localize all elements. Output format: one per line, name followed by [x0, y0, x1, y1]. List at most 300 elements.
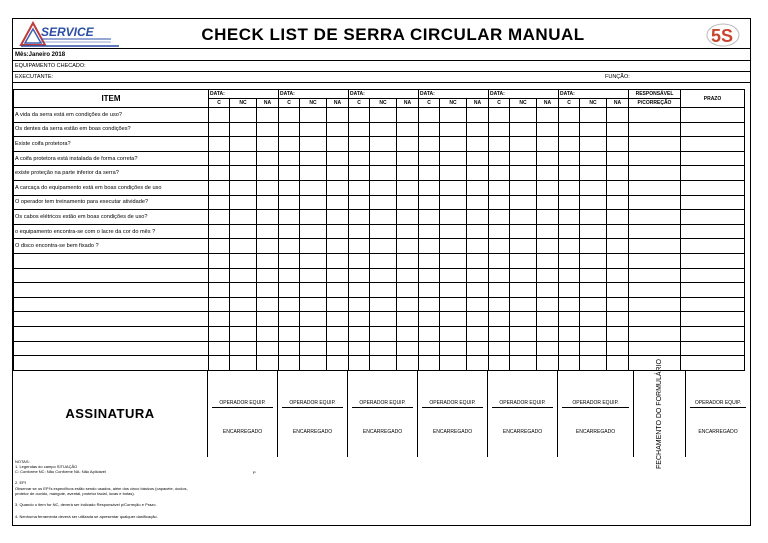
- check-cell[interactable]: [209, 151, 230, 166]
- check-cell[interactable]: [489, 312, 510, 327]
- check-cell[interactable]: [300, 268, 327, 283]
- check-cell[interactable]: [300, 180, 327, 195]
- operador-final-cell[interactable]: [686, 371, 750, 457]
- prazo-cell[interactable]: [681, 239, 745, 254]
- check-cell[interactable]: [279, 137, 300, 152]
- prazo-cell[interactable]: [681, 195, 745, 210]
- check-cell[interactable]: [349, 239, 370, 254]
- check-cell[interactable]: [467, 151, 489, 166]
- check-cell[interactable]: [537, 108, 559, 123]
- check-cell[interactable]: [580, 297, 607, 312]
- check-cell[interactable]: [230, 180, 257, 195]
- check-cell[interactable]: [257, 297, 279, 312]
- check-cell[interactable]: [257, 108, 279, 123]
- check-cell[interactable]: [230, 239, 257, 254]
- check-cell[interactable]: [467, 268, 489, 283]
- check-cell[interactable]: [467, 108, 489, 123]
- check-cell[interactable]: [559, 356, 580, 371]
- check-cell[interactable]: [440, 253, 467, 268]
- equipamento-row[interactable]: [13, 61, 750, 72]
- check-cell[interactable]: [370, 268, 397, 283]
- check-cell[interactable]: [370, 151, 397, 166]
- check-cell[interactable]: [580, 180, 607, 195]
- check-cell[interactable]: [349, 180, 370, 195]
- check-cell[interactable]: [559, 239, 580, 254]
- prazo-cell[interactable]: [681, 137, 745, 152]
- check-cell[interactable]: [537, 283, 559, 298]
- check-cell[interactable]: [440, 108, 467, 123]
- check-cell[interactable]: [419, 283, 440, 298]
- check-cell[interactable]: [300, 356, 327, 371]
- check-cell[interactable]: [537, 239, 559, 254]
- check-cell[interactable]: [349, 122, 370, 137]
- check-cell[interactable]: [327, 283, 349, 298]
- check-cell[interactable]: [580, 108, 607, 123]
- check-cell[interactable]: [580, 151, 607, 166]
- check-cell[interactable]: [580, 326, 607, 341]
- check-cell[interactable]: [537, 312, 559, 327]
- check-cell[interactable]: [279, 356, 300, 371]
- check-cell[interactable]: [559, 166, 580, 181]
- check-cell[interactable]: [467, 210, 489, 225]
- check-cell[interactable]: [209, 341, 230, 356]
- check-cell[interactable]: [467, 312, 489, 327]
- prazo-cell[interactable]: [681, 312, 745, 327]
- check-cell[interactable]: [467, 224, 489, 239]
- check-cell[interactable]: [510, 341, 537, 356]
- check-cell[interactable]: [257, 356, 279, 371]
- check-cell[interactable]: [349, 283, 370, 298]
- check-cell[interactable]: [230, 297, 257, 312]
- check-cell[interactable]: [559, 253, 580, 268]
- check-cell[interactable]: [419, 122, 440, 137]
- check-cell[interactable]: [279, 210, 300, 225]
- check-cell[interactable]: [349, 341, 370, 356]
- check-cell[interactable]: [370, 326, 397, 341]
- prazo-cell[interactable]: [681, 224, 745, 239]
- check-cell[interactable]: [257, 326, 279, 341]
- check-cell[interactable]: [607, 137, 629, 152]
- check-cell[interactable]: [607, 268, 629, 283]
- check-cell[interactable]: [607, 224, 629, 239]
- check-cell[interactable]: [440, 122, 467, 137]
- check-cell[interactable]: [397, 137, 419, 152]
- check-cell[interactable]: [349, 224, 370, 239]
- check-cell[interactable]: [257, 137, 279, 152]
- check-cell[interactable]: [327, 224, 349, 239]
- check-cell[interactable]: [209, 312, 230, 327]
- check-cell[interactable]: [580, 312, 607, 327]
- check-cell[interactable]: [397, 122, 419, 137]
- check-cell[interactable]: [349, 356, 370, 371]
- check-cell[interactable]: [607, 312, 629, 327]
- check-cell[interactable]: [279, 166, 300, 181]
- responsavel-cell[interactable]: [629, 151, 681, 166]
- check-cell[interactable]: [327, 356, 349, 371]
- check-cell[interactable]: [257, 268, 279, 283]
- check-cell[interactable]: [397, 210, 419, 225]
- check-cell[interactable]: [327, 151, 349, 166]
- check-cell[interactable]: [370, 195, 397, 210]
- check-cell[interactable]: [300, 283, 327, 298]
- check-cell[interactable]: [419, 224, 440, 239]
- check-cell[interactable]: [580, 356, 607, 371]
- check-cell[interactable]: [510, 108, 537, 123]
- check-cell[interactable]: [440, 283, 467, 298]
- check-cell[interactable]: [559, 180, 580, 195]
- check-cell[interactable]: [607, 195, 629, 210]
- check-cell[interactable]: [580, 341, 607, 356]
- check-cell[interactable]: [230, 166, 257, 181]
- check-cell[interactable]: [537, 224, 559, 239]
- prazo-cell[interactable]: [681, 341, 745, 356]
- check-cell[interactable]: [209, 283, 230, 298]
- check-cell[interactable]: [327, 195, 349, 210]
- check-cell[interactable]: [510, 137, 537, 152]
- check-cell[interactable]: [489, 224, 510, 239]
- check-cell[interactable]: [537, 268, 559, 283]
- check-cell[interactable]: [510, 312, 537, 327]
- check-cell[interactable]: [537, 210, 559, 225]
- check-cell[interactable]: [209, 356, 230, 371]
- check-cell[interactable]: [209, 108, 230, 123]
- check-cell[interactable]: [257, 210, 279, 225]
- check-cell[interactable]: [440, 356, 467, 371]
- check-cell[interactable]: [397, 326, 419, 341]
- check-cell[interactable]: [327, 166, 349, 181]
- check-cell[interactable]: [510, 268, 537, 283]
- check-cell[interactable]: [440, 239, 467, 254]
- check-cell[interactable]: [397, 312, 419, 327]
- check-cell[interactable]: [300, 312, 327, 327]
- check-cell[interactable]: [209, 326, 230, 341]
- check-cell[interactable]: [440, 137, 467, 152]
- check-cell[interactable]: [370, 312, 397, 327]
- check-cell[interactable]: [419, 253, 440, 268]
- check-cell[interactable]: [419, 356, 440, 371]
- responsavel-cell[interactable]: [629, 283, 681, 298]
- check-cell[interactable]: [467, 326, 489, 341]
- check-cell[interactable]: [209, 239, 230, 254]
- check-cell[interactable]: [397, 180, 419, 195]
- check-cell[interactable]: [349, 166, 370, 181]
- check-cell[interactable]: [580, 195, 607, 210]
- prazo-cell[interactable]: [681, 210, 745, 225]
- check-cell[interactable]: [349, 326, 370, 341]
- check-cell[interactable]: [537, 297, 559, 312]
- check-cell[interactable]: [607, 180, 629, 195]
- check-cell[interactable]: [300, 224, 327, 239]
- check-cell[interactable]: [510, 180, 537, 195]
- check-cell[interactable]: [537, 166, 559, 181]
- responsavel-cell[interactable]: [629, 180, 681, 195]
- check-cell[interactable]: [370, 239, 397, 254]
- check-cell[interactable]: [230, 122, 257, 137]
- check-cell[interactable]: [257, 239, 279, 254]
- check-cell[interactable]: [279, 239, 300, 254]
- check-cell[interactable]: [370, 137, 397, 152]
- check-cell[interactable]: [607, 297, 629, 312]
- check-cell[interactable]: [327, 210, 349, 225]
- check-cell[interactable]: [537, 356, 559, 371]
- check-cell[interactable]: [489, 137, 510, 152]
- check-cell[interactable]: [559, 137, 580, 152]
- check-cell[interactable]: [257, 180, 279, 195]
- check-cell[interactable]: [419, 326, 440, 341]
- check-cell[interactable]: [397, 268, 419, 283]
- check-cell[interactable]: [257, 283, 279, 298]
- check-cell[interactable]: [559, 224, 580, 239]
- check-cell[interactable]: [300, 341, 327, 356]
- check-cell[interactable]: [300, 137, 327, 152]
- check-cell[interactable]: [467, 122, 489, 137]
- check-cell[interactable]: [257, 253, 279, 268]
- check-cell[interactable]: [279, 312, 300, 327]
- responsavel-cell[interactable]: [629, 137, 681, 152]
- check-cell[interactable]: [510, 356, 537, 371]
- prazo-cell[interactable]: [681, 268, 745, 283]
- check-cell[interactable]: [467, 341, 489, 356]
- check-cell[interactable]: [300, 195, 327, 210]
- check-cell[interactable]: [370, 224, 397, 239]
- check-cell[interactable]: [209, 122, 230, 137]
- check-cell[interactable]: [510, 297, 537, 312]
- check-cell[interactable]: [370, 341, 397, 356]
- check-cell[interactable]: [209, 180, 230, 195]
- check-cell[interactable]: [537, 151, 559, 166]
- check-cell[interactable]: [300, 122, 327, 137]
- check-cell[interactable]: [419, 312, 440, 327]
- prazo-cell[interactable]: [681, 180, 745, 195]
- check-cell[interactable]: [300, 151, 327, 166]
- check-cell[interactable]: [559, 108, 580, 123]
- responsavel-cell[interactable]: [629, 326, 681, 341]
- check-cell[interactable]: [349, 312, 370, 327]
- check-cell[interactable]: [607, 239, 629, 254]
- check-cell[interactable]: [419, 137, 440, 152]
- check-cell[interactable]: [209, 224, 230, 239]
- check-cell[interactable]: [537, 180, 559, 195]
- check-cell[interactable]: [489, 210, 510, 225]
- check-cell[interactable]: [419, 210, 440, 225]
- check-cell[interactable]: [370, 253, 397, 268]
- check-cell[interactable]: [230, 224, 257, 239]
- check-cell[interactable]: [440, 326, 467, 341]
- check-cell[interactable]: [349, 195, 370, 210]
- operador-signature-cell[interactable]: [488, 371, 558, 457]
- check-cell[interactable]: [230, 108, 257, 123]
- prazo-cell[interactable]: [681, 356, 745, 371]
- check-cell[interactable]: [230, 356, 257, 371]
- check-cell[interactable]: [279, 108, 300, 123]
- check-cell[interactable]: [580, 253, 607, 268]
- check-cell[interactable]: [349, 137, 370, 152]
- check-cell[interactable]: [230, 137, 257, 152]
- check-cell[interactable]: [209, 297, 230, 312]
- check-cell[interactable]: [257, 312, 279, 327]
- check-cell[interactable]: [440, 180, 467, 195]
- check-cell[interactable]: [327, 180, 349, 195]
- check-cell[interactable]: [607, 122, 629, 137]
- check-cell[interactable]: [279, 151, 300, 166]
- check-cell[interactable]: [440, 151, 467, 166]
- check-cell[interactable]: [230, 341, 257, 356]
- check-cell[interactable]: [209, 268, 230, 283]
- check-cell[interactable]: [607, 166, 629, 181]
- check-cell[interactable]: [489, 356, 510, 371]
- prazo-cell[interactable]: [681, 326, 745, 341]
- responsavel-cell[interactable]: [629, 224, 681, 239]
- check-cell[interactable]: [230, 268, 257, 283]
- check-cell[interactable]: [607, 210, 629, 225]
- check-cell[interactable]: [559, 210, 580, 225]
- check-cell[interactable]: [349, 268, 370, 283]
- responsavel-cell[interactable]: [629, 341, 681, 356]
- operador-signature-cell[interactable]: [418, 371, 488, 457]
- check-cell[interactable]: [300, 166, 327, 181]
- check-cell[interactable]: [419, 108, 440, 123]
- check-cell[interactable]: [559, 195, 580, 210]
- check-cell[interactable]: [489, 283, 510, 298]
- prazo-cell[interactable]: [681, 297, 745, 312]
- check-cell[interactable]: [559, 341, 580, 356]
- check-cell[interactable]: [419, 151, 440, 166]
- check-cell[interactable]: [397, 297, 419, 312]
- check-cell[interactable]: [580, 166, 607, 181]
- check-cell[interactable]: [559, 268, 580, 283]
- check-cell[interactable]: [489, 108, 510, 123]
- check-cell[interactable]: [230, 312, 257, 327]
- check-cell[interactable]: [440, 312, 467, 327]
- check-cell[interactable]: [467, 239, 489, 254]
- check-cell[interactable]: [489, 151, 510, 166]
- check-cell[interactable]: [580, 268, 607, 283]
- check-cell[interactable]: [279, 253, 300, 268]
- responsavel-cell[interactable]: [629, 297, 681, 312]
- check-cell[interactable]: [370, 166, 397, 181]
- responsavel-cell[interactable]: [629, 122, 681, 137]
- check-cell[interactable]: [489, 166, 510, 181]
- check-cell[interactable]: [419, 180, 440, 195]
- check-cell[interactable]: [537, 326, 559, 341]
- check-cell[interactable]: [397, 195, 419, 210]
- responsavel-cell[interactable]: [629, 239, 681, 254]
- check-cell[interactable]: [467, 356, 489, 371]
- check-cell[interactable]: [440, 268, 467, 283]
- check-cell[interactable]: [489, 253, 510, 268]
- check-cell[interactable]: [419, 297, 440, 312]
- check-cell[interactable]: [279, 180, 300, 195]
- check-cell[interactable]: [230, 283, 257, 298]
- check-cell[interactable]: [209, 137, 230, 152]
- check-cell[interactable]: [489, 195, 510, 210]
- check-cell[interactable]: [279, 341, 300, 356]
- prazo-cell[interactable]: [681, 283, 745, 298]
- check-cell[interactable]: [510, 283, 537, 298]
- responsavel-cell[interactable]: [629, 108, 681, 123]
- check-cell[interactable]: [327, 108, 349, 123]
- check-cell[interactable]: [607, 253, 629, 268]
- check-cell[interactable]: [510, 122, 537, 137]
- responsavel-cell[interactable]: [629, 356, 681, 371]
- operador-signature-cell[interactable]: [208, 371, 278, 457]
- check-cell[interactable]: [537, 137, 559, 152]
- check-cell[interactable]: [230, 210, 257, 225]
- check-cell[interactable]: [230, 151, 257, 166]
- responsavel-cell[interactable]: [629, 166, 681, 181]
- check-cell[interactable]: [489, 180, 510, 195]
- check-cell[interactable]: [397, 239, 419, 254]
- check-cell[interactable]: [467, 253, 489, 268]
- check-cell[interactable]: [580, 210, 607, 225]
- check-cell[interactable]: [370, 210, 397, 225]
- check-cell[interactable]: [419, 239, 440, 254]
- check-cell[interactable]: [489, 268, 510, 283]
- check-cell[interactable]: [440, 210, 467, 225]
- check-cell[interactable]: [209, 210, 230, 225]
- check-cell[interactable]: [257, 195, 279, 210]
- check-cell[interactable]: [559, 297, 580, 312]
- responsavel-cell[interactable]: [629, 195, 681, 210]
- check-cell[interactable]: [440, 166, 467, 181]
- prazo-cell[interactable]: [681, 122, 745, 137]
- check-cell[interactable]: [370, 180, 397, 195]
- check-cell[interactable]: [489, 297, 510, 312]
- check-cell[interactable]: [300, 108, 327, 123]
- check-cell[interactable]: [349, 253, 370, 268]
- check-cell[interactable]: [419, 166, 440, 181]
- check-cell[interactable]: [510, 195, 537, 210]
- executante-row[interactable]: [13, 72, 750, 83]
- check-cell[interactable]: [489, 239, 510, 254]
- check-cell[interactable]: [537, 341, 559, 356]
- check-cell[interactable]: [440, 195, 467, 210]
- check-cell[interactable]: [279, 268, 300, 283]
- check-cell[interactable]: [209, 166, 230, 181]
- prazo-cell[interactable]: [681, 108, 745, 123]
- check-cell[interactable]: [230, 253, 257, 268]
- check-cell[interactable]: [467, 195, 489, 210]
- check-cell[interactable]: [510, 151, 537, 166]
- check-cell[interactable]: [419, 341, 440, 356]
- check-cell[interactable]: [397, 253, 419, 268]
- prazo-cell[interactable]: [681, 253, 745, 268]
- check-cell[interactable]: [209, 253, 230, 268]
- check-cell[interactable]: [397, 151, 419, 166]
- check-cell[interactable]: [257, 224, 279, 239]
- check-cell[interactable]: [489, 122, 510, 137]
- check-cell[interactable]: [510, 253, 537, 268]
- check-cell[interactable]: [440, 224, 467, 239]
- check-cell[interactable]: [467, 166, 489, 181]
- check-cell[interactable]: [370, 356, 397, 371]
- check-cell[interactable]: [209, 195, 230, 210]
- check-cell[interactable]: [607, 283, 629, 298]
- check-cell[interactable]: [559, 326, 580, 341]
- check-cell[interactable]: [327, 122, 349, 137]
- check-cell[interactable]: [370, 108, 397, 123]
- check-cell[interactable]: [607, 341, 629, 356]
- check-cell[interactable]: [279, 297, 300, 312]
- check-cell[interactable]: [397, 356, 419, 371]
- check-cell[interactable]: [607, 356, 629, 371]
- check-cell[interactable]: [349, 151, 370, 166]
- operador-signature-cell[interactable]: [348, 371, 418, 457]
- check-cell[interactable]: [327, 326, 349, 341]
- check-cell[interactable]: [510, 239, 537, 254]
- check-cell[interactable]: [279, 122, 300, 137]
- check-cell[interactable]: [279, 283, 300, 298]
